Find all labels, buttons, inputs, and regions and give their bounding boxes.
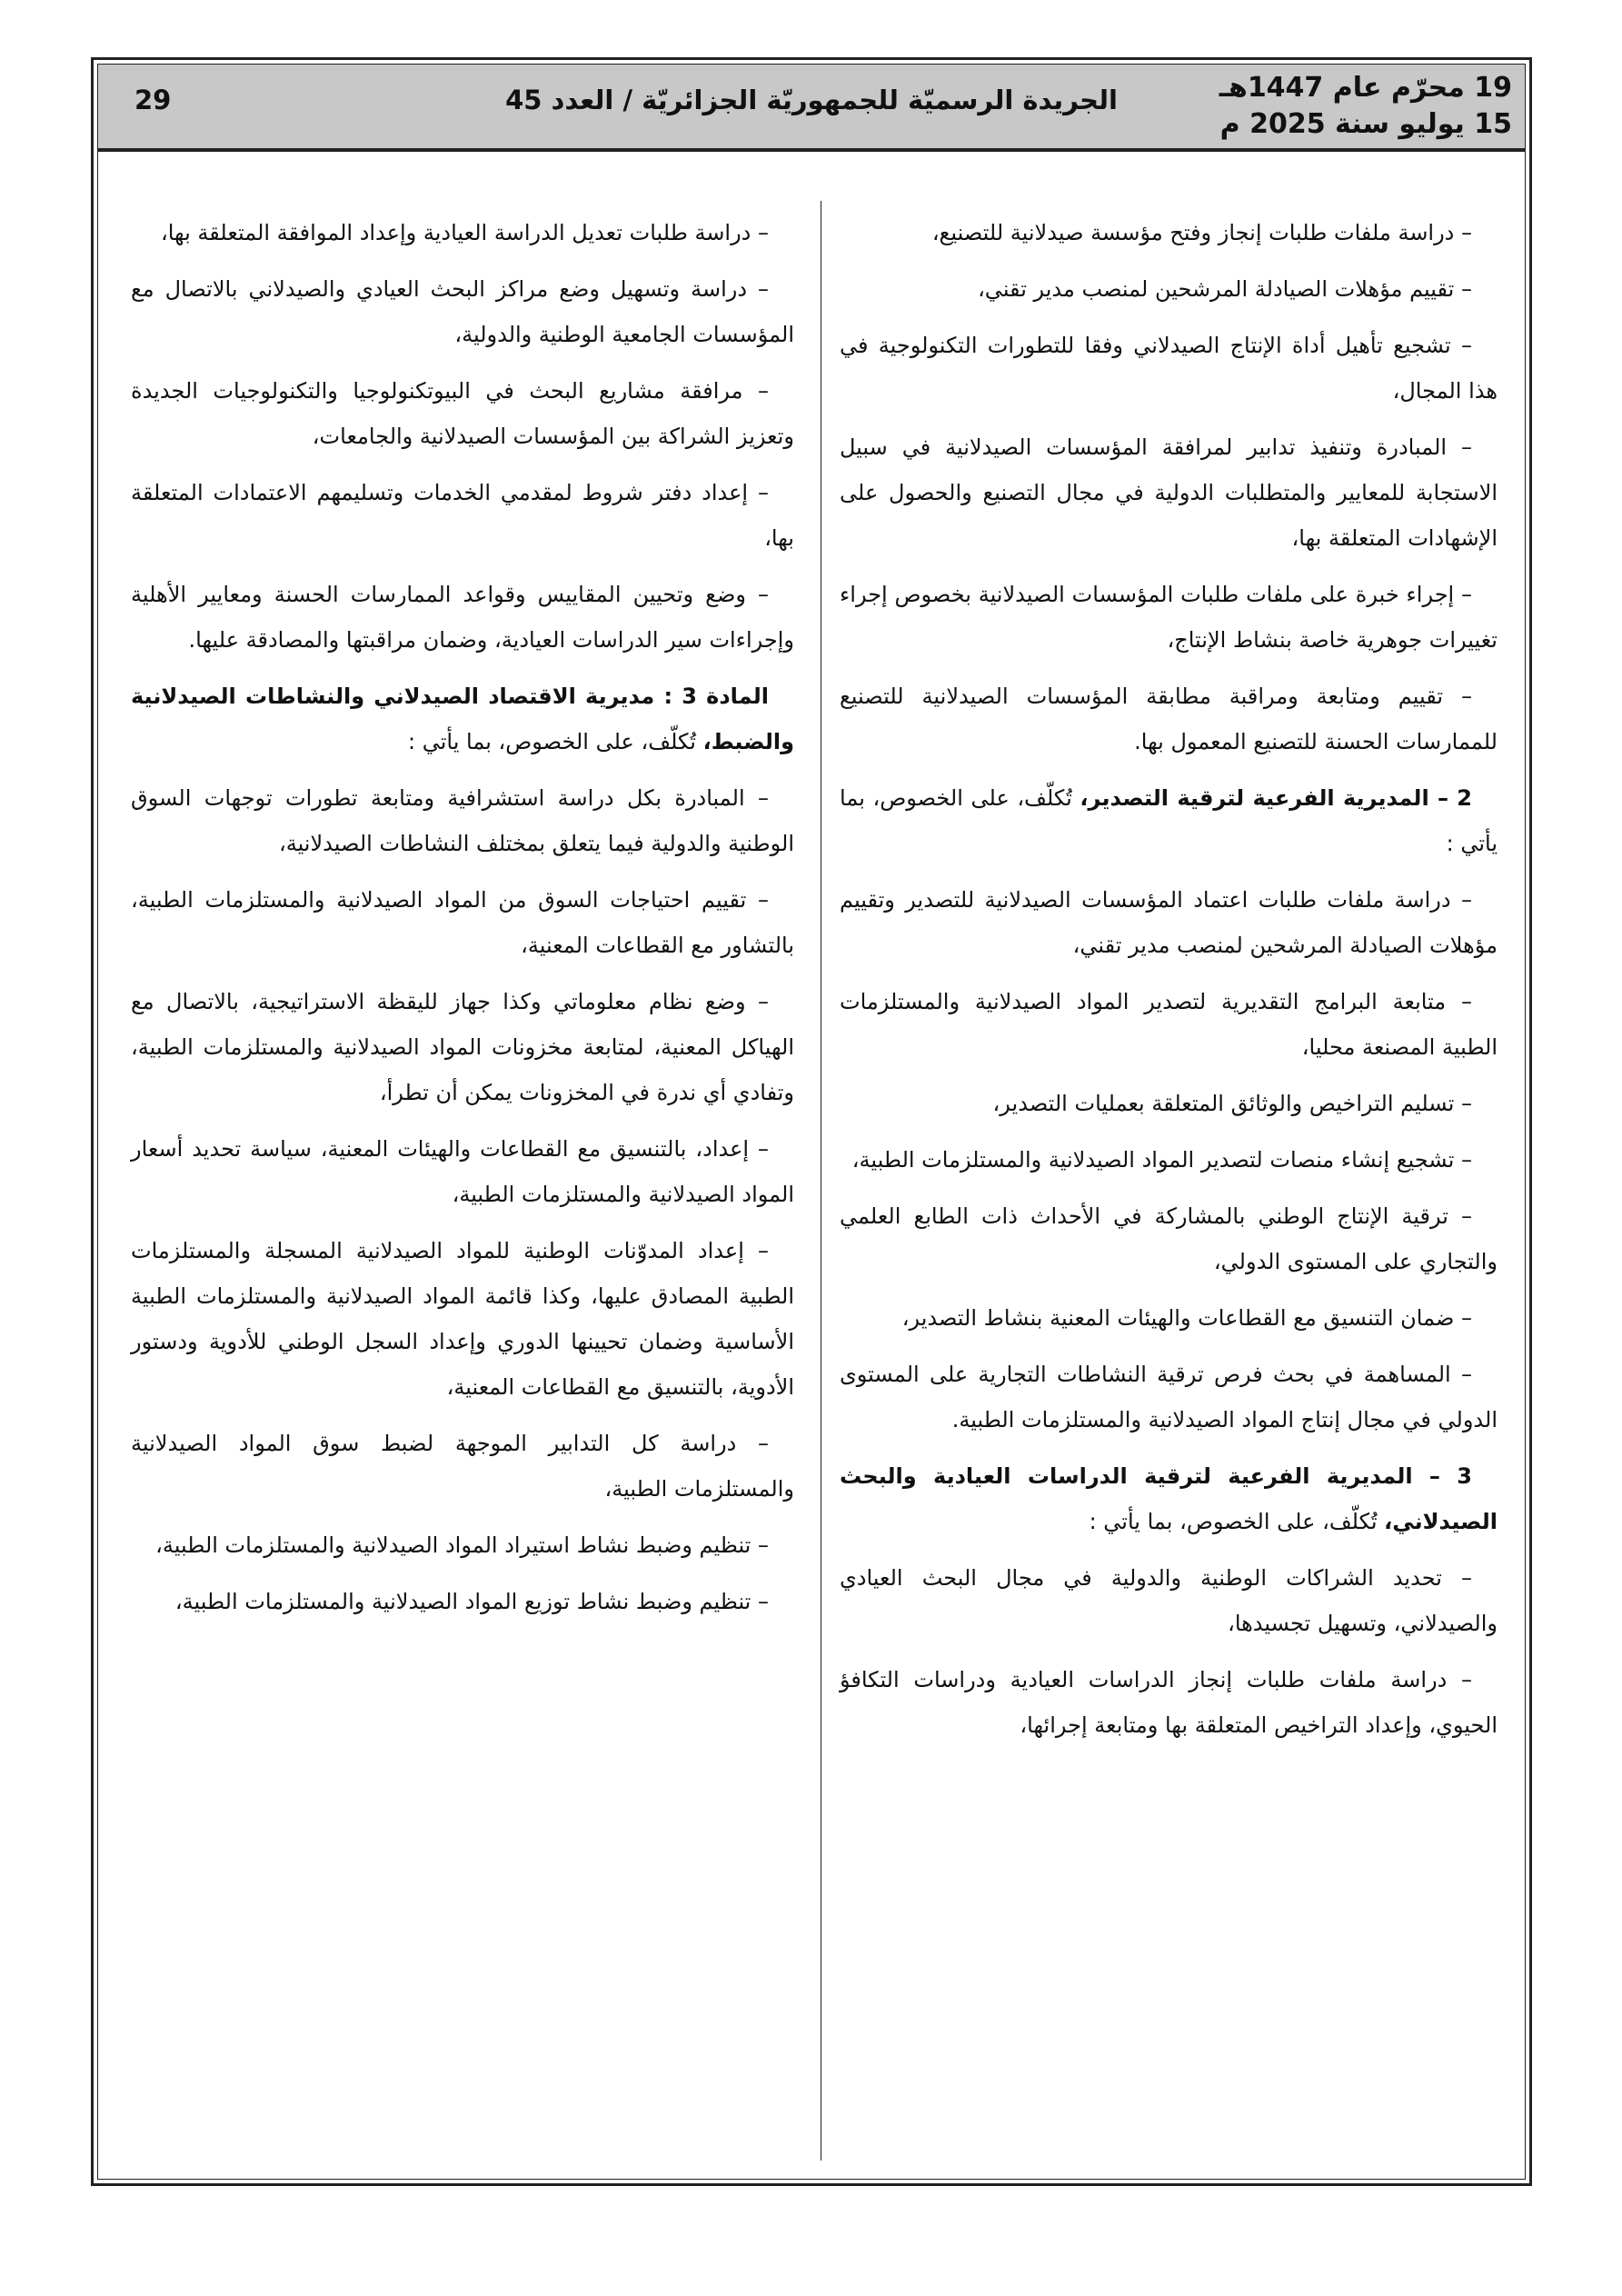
list-item — [840, 1555, 1498, 1646]
paragraph-text: – دراسة كل التدابير الموجهة لضبط سوق المواد الصيدلانية والمستلزمات الطبية، — [131, 1431, 794, 1502]
list-item — [131, 1579, 794, 1624]
paragraph-text: تُكلّف، على الخصوص، بما يأتي : — [840, 785, 1498, 856]
list-item — [131, 1228, 794, 1410]
list-item — [840, 424, 1498, 561]
list-item — [131, 877, 794, 968]
list-item — [131, 266, 794, 357]
list-item — [840, 979, 1498, 1070]
paragraph-text: – دراسة طلبات تعديل الدراسة العيادية وإعداد الموافقة المتعلقة بها، — [160, 220, 769, 245]
journal-title: الجريدة الرسميّة للجمهوريّة الجزائريّة / العدد 45 — [505, 85, 1118, 115]
list-item — [840, 266, 1498, 312]
right-column — [840, 210, 1498, 1759]
list-item — [840, 1657, 1498, 1748]
page-header — [98, 65, 1525, 152]
list-item — [840, 1352, 1498, 1442]
gregorian-date: 15 يوليو سنة 2025 م — [1219, 108, 1512, 140]
paragraph-text: تُكلّف، على الخصوص، بما يأتي : — [1089, 1509, 1385, 1534]
section-heading: المادة 3 : مديرية الاقتصاد الصيدلاني والنشاطات الصيدلانية والضبط، — [131, 684, 794, 754]
paragraph-text: – تنظيم وضبط نشاط استيراد المواد الصيدلانية والمستلزمات الطبية، — [155, 1532, 769, 1558]
paragraph-text: – المبادرة وتنفيذ تدابير لمرافقة المؤسسات الصيدلانية في سبيل الاستجابة للمعايير والمتطلبات الدولية في مجال التصنيع والحصول على الإشهادات المتعلقة بها، — [840, 434, 1498, 551]
paragraph-text: – إعداد، بالتنسيق مع القطاعات والهيئات المعنية، سياسة تحديد أسعار المواد الصيدلانية والمستلزمات الطبية، — [131, 1136, 794, 1207]
list-item — [131, 368, 794, 459]
list-item — [840, 1137, 1498, 1183]
paragraph-text: – تقييم مؤهلات الصيادلة المرشحين لمنصب مدير تقني، — [978, 276, 1472, 302]
list-item — [840, 1295, 1498, 1341]
section-heading-paragraph — [840, 775, 1498, 866]
list-item — [840, 323, 1498, 414]
paragraph-text: – دراسة ملفات طلبات إنجاز وفتح مؤسسة صيدلانية للتصنيع، — [931, 220, 1472, 245]
paragraph-text: – إعداد دفتر شروط لمقدمي الخدمات وتسليمهم الاعتمادات المتعلقة بها، — [131, 480, 794, 551]
list-item — [840, 674, 1498, 764]
paragraph-text: – متابعة البرامج التقديرية لتصدير المواد الصيدلانية والمستلزمات الطبية المصنعة محليا، — [840, 989, 1498, 1060]
paragraph-text: – دراسة وتسهيل وضع مراكز البحث العيادي والصيدلاني بالاتصال مع المؤسسات الجامعية الوطنية والدولية، — [131, 276, 794, 347]
list-item — [840, 877, 1498, 968]
paragraph-text: – تقييم احتياجات السوق من المواد الصيدلانية والمستلزمات الطبية، بالتشاور مع القطاعات المعنية، — [131, 887, 794, 958]
page-number: 29 — [134, 85, 172, 115]
section-heading-paragraph — [840, 1453, 1498, 1544]
list-item — [840, 210, 1498, 255]
paragraph-text: – إجراء خبرة على ملفات طلبات المؤسسات الصيدلانية بخصوص إجراء تغييرات جوهرية خاصة بنشاط الإنتاج، — [840, 582, 1498, 653]
page-frame — [91, 57, 1532, 2186]
paragraph-text: – دراسة ملفات طلبات اعتماد المؤسسات الصيدلانية للتصدير وتقييم مؤهلات الصيادلة المرشحين لمنصب مدير تقني، — [840, 887, 1498, 958]
list-item — [131, 1126, 794, 1217]
list-item — [131, 1522, 794, 1568]
section-heading: 2 – المديرية الفرعية لترقية التصدير، — [1080, 785, 1472, 811]
paragraph-text: – إعداد المدوّنات الوطنية للمواد الصيدلانية المسجلة والمستلزمات الطبية المصادق عليها، وكذا قائمة المواد الصيدلانية والمستلزمات الطبية الأساسية وضمان تحيينها الدوري وإعداد السجل الوطني للأدوية ودستور الأدوية، بالتنسيق مع القطاعات المعنية، — [131, 1238, 794, 1400]
list-item — [131, 470, 794, 561]
paragraph-text: – تشجيع تأهيل أداة الإنتاج الصيدلاني وفقا للتطورات التكنولوجية في هذا المجال، — [840, 333, 1498, 404]
left-column — [131, 210, 794, 1635]
list-item — [840, 572, 1498, 663]
paragraph-text: – ضمان التنسيق مع القطاعات والهيئات المعنية بنشاط التصدير، — [901, 1305, 1472, 1331]
paragraph-text: – تحديد الشراكات الوطنية والدولية في مجال البحث العيادي والصيدلاني، وتسهيل تجسيدها، — [840, 1565, 1498, 1636]
page-frame-inner — [97, 64, 1526, 2180]
paragraph-text: – تقييم ومتابعة ومراقبة مطابقة المؤسسات الصيدلانية للتصنيع للممارسات الحسنة للتصنيع المعمول بها. — [840, 684, 1498, 754]
list-item — [131, 775, 794, 866]
list-item — [131, 210, 794, 255]
section-heading-paragraph — [131, 674, 794, 764]
paragraph-text: تُكلّف، على الخصوص، بما يأتي : — [407, 729, 703, 754]
paragraph-text: – وضع نظام معلوماتي وكذا جهاز لليقظة الاستراتيجية، بالاتصال مع الهياكل المعنية، لمتابعة مخزونات المواد الصيدلانية والمستلزمات الطبية، وتفادي أي ندرة في المخزونات يمكن أن تطرأ، — [131, 989, 794, 1105]
hijri-date: 19 محرّم عام 1447هـ — [1219, 72, 1512, 104]
paragraph-text: – دراسة ملفات طلبات إنجاز الدراسات العيادية ودراسات التكافؤ الحيوي، وإعداد التراخيص المتعلقة بها ومتابعة إجرائها، — [840, 1667, 1498, 1738]
section-heading: 3 – المديرية الفرعية لترقية الدراسات العيادية والبحث الصيدلاني، — [840, 1463, 1498, 1534]
paragraph-text: – ترقية الإنتاج الوطني بالمشاركة في الأحداث ذات الطابع العلمي والتجاري على المستوى الدولي، — [840, 1203, 1498, 1274]
paragraph-text: – تشجيع إنشاء منصات لتصدير المواد الصيدلانية والمستلزمات الطبية، — [851, 1147, 1472, 1173]
list-item — [131, 979, 794, 1115]
paragraph-text: – تسليم التراخيص والوثائق المتعلقة بعمليات التصدير، — [992, 1091, 1472, 1116]
list-item — [840, 1081, 1498, 1126]
list-item — [840, 1193, 1498, 1284]
paragraph-text: – مرافقة مشاريع البحث في البيوتكنولوجيا والتكنولوجيات الجديدة وتعزيز الشراكة بين المؤسسات الصيدلانية والجامعات، — [131, 378, 794, 449]
paragraph-text: – المساهمة في بحث فرص ترقية النشاطات التجارية على المستوى الدولي في مجال إنتاج المواد الصيدلانية والمستلزمات الطبية. — [840, 1362, 1498, 1433]
list-item — [131, 572, 794, 663]
paragraph-text: – وضع وتحيين المقاييس وقواعد الممارسات الحسنة ومعايير الأهلية وإجراءات سير الدراسات العيادية، وضمان مراقبتها والمصادقة عليها. — [131, 582, 794, 653]
paragraph-text: – تنظيم وضبط نشاط توزيع المواد الصيدلانية والمستلزمات الطبية، — [174, 1589, 769, 1614]
list-item — [131, 1421, 794, 1512]
paragraph-text: – المبادرة بكل دراسة استشرافية ومتابعة تطورات توجهات السوق الوطنية والدولية فيما يتعلق بمختلف النشاطات الصيدلانية، — [131, 785, 794, 856]
